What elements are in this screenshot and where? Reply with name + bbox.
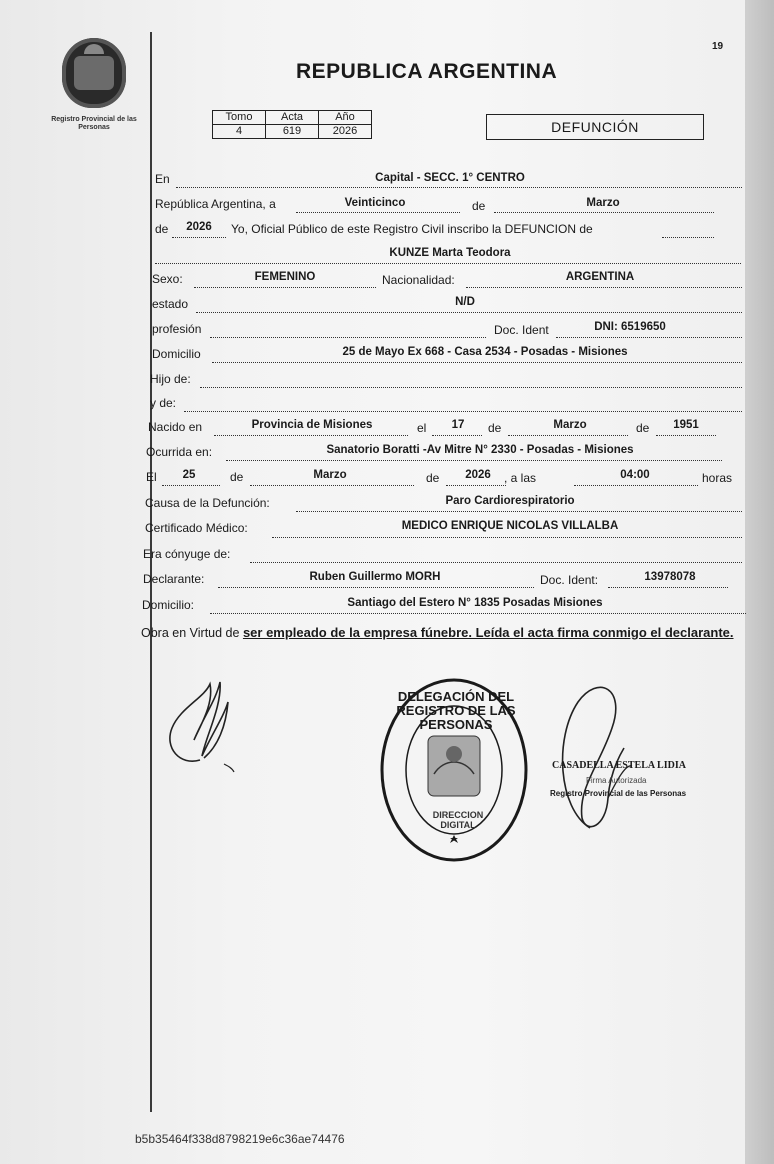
obra-text: ser empleado de la empresa fúnebre. Leída el acta firma conmigo el declarante.: [242, 625, 734, 640]
logo-caption: Registro Provincial de las Personas: [51, 116, 137, 131]
official-dotted-line: [662, 236, 714, 238]
year-prefix-label: de: [155, 222, 169, 236]
registry-tomo-value: 4: [213, 125, 266, 139]
en-label: En: [155, 172, 170, 186]
estado-value: N/D: [455, 296, 475, 308]
declarant-signature: [160, 676, 250, 776]
signatory-organization: Registro Provincial de las Personas: [550, 789, 687, 798]
nacido-anio-value: 1951: [673, 419, 699, 431]
horas-label: horas: [702, 471, 733, 485]
nacido-lugar-value: Provincia de Misiones: [251, 419, 373, 431]
domicilio-value: 25 de Mayo Ex 668 - Casa 2534 - Posadas - Misiones: [342, 346, 628, 358]
nacido-de2-label: de: [636, 421, 650, 435]
y-de-dotted-line: [184, 410, 742, 412]
conyuge-label: Era cónyuge de:: [143, 547, 231, 561]
registry-col-tomo: Tomo: [213, 111, 266, 125]
def-dia-dotted-line: [162, 484, 220, 486]
nacionalidad-dotted-line: [466, 286, 742, 288]
nacido-mes-dotted-line: [508, 434, 628, 436]
declarante-label: Declarante:: [143, 572, 205, 586]
nacido-el-label: el: [417, 421, 427, 435]
day-dotted-line: [296, 211, 460, 213]
ocurrida-label: Ocurrida en:: [146, 445, 213, 459]
estado-dotted-line: [196, 311, 742, 313]
declarante-doc-label: Doc. Ident:: [540, 573, 599, 587]
year-value: 2026: [186, 221, 212, 233]
registry-col-anio: Año: [319, 111, 372, 125]
nacido-dia-dotted-line: [432, 434, 482, 436]
page-number: 19: [712, 41, 724, 52]
causa-value: Paro Cardiorespiratorio: [445, 495, 575, 507]
hijo-de-dotted-line: [200, 386, 742, 388]
nacido-label: Nacido en: [148, 420, 203, 434]
domicilio-label: Domicilio: [152, 347, 201, 361]
certificado-value: MEDICO ENRIQUE NICOLAS VILLALBA: [401, 520, 619, 532]
def-dia-value: 25: [182, 469, 196, 481]
document-hash: b5b35464f338d8798219e6c36ae74476: [135, 1132, 345, 1146]
declarante-domicilio-value: Santiago del Estero N° 1835 Posadas Misiones: [347, 597, 603, 609]
month-dotted-line: [494, 211, 714, 213]
official-signature: [548, 678, 658, 838]
year-dotted-line: [172, 236, 226, 238]
official-statement: Yo, Oficial Público de este Registro Civil inscribo la DEFUNCION de: [231, 222, 593, 236]
sexo-dotted-line: [194, 286, 376, 288]
jurisdiction-value: Capital - SECC. 1° CENTRO: [375, 172, 525, 184]
nacido-anio-dotted-line: [656, 434, 716, 436]
logo-sun-shape: [84, 44, 104, 54]
signatory-name: CASADELLA ESTELA LIDIA: [552, 760, 686, 771]
republica-label: República Argentina, a: [155, 197, 276, 211]
seal-inner-text: DIRECCION DIGITAL: [432, 810, 484, 830]
registry-acta-value: 619: [266, 125, 319, 139]
logo-emblem-shape: [74, 56, 114, 90]
month-value: Marzo: [586, 197, 620, 209]
declarante-domicilio-dotted-line: [210, 612, 746, 614]
registry-table-header: [213, 111, 372, 125]
sexo-label: Sexo:: [152, 272, 183, 286]
registry-col-acta: Acta: [266, 111, 319, 125]
profesion-label: profesión: [152, 322, 202, 336]
causa-label: Causa de la Defunción:: [145, 496, 270, 510]
a-las-label: , a las: [504, 471, 537, 485]
def-de1-label: de: [230, 470, 244, 484]
def-de2-label: de: [426, 471, 440, 485]
nacionalidad-label: Nacionalidad:: [382, 273, 455, 287]
doc-dotted-line: [556, 336, 742, 338]
hijo-de-label: Hijo de:: [150, 372, 191, 386]
declarante-doc-value: 13978078: [644, 571, 696, 583]
def-anio-dotted-line: [446, 484, 506, 486]
page-edge: [745, 0, 774, 1164]
registry-table: [212, 110, 372, 139]
signatory-role: Firma Autorizada: [586, 776, 647, 785]
en-dotted-line: [176, 186, 742, 188]
seal-ring-text: DELEGACIÓN DEL REGISTRO DE LAS PERSONAS: [396, 689, 516, 732]
declarante-dotted-line: [218, 586, 534, 588]
nacido-de1-label: de: [488, 421, 502, 435]
name-dotted-line: [155, 262, 741, 264]
profesion-dotted-line: [210, 336, 486, 338]
def-anio-value: 2026: [465, 469, 491, 481]
def-mes-value: Marzo: [313, 469, 347, 481]
ocurrida-value: Sanatorio Boratti -Av Mitre N° 2330 - Posadas - Misiones: [326, 444, 634, 456]
sexo-value: FEMENINO: [254, 271, 316, 283]
declarante-domicilio-label: Domicilio:: [142, 598, 195, 612]
obra-prefix: Obra en Virtud de: [141, 626, 240, 640]
registry-table-values: [213, 125, 372, 139]
estado-label: estado: [152, 297, 189, 311]
declarante-value: Ruben Guillermo MORH: [309, 571, 441, 583]
causa-dotted-line: [296, 510, 742, 512]
registry-anio-value: 2026: [319, 125, 372, 139]
declarante-doc-dotted-line: [608, 586, 728, 588]
def-hora-value: 04:00: [620, 469, 650, 481]
certificado-label: Certificado Médico:: [145, 521, 248, 535]
domicilio-dotted-line: [212, 361, 742, 363]
ocurrida-dotted-line: [226, 459, 722, 461]
day-words-value: Veinticinco: [344, 197, 406, 209]
nacido-dia-value: 17: [451, 419, 465, 431]
conyuge-dotted-line: [250, 561, 742, 563]
certificado-dotted-line: [272, 536, 742, 538]
doc-ident-value: DNI: 6519650: [594, 321, 666, 333]
deceased-name: KUNZE Marta Teodora: [389, 247, 511, 259]
nacionalidad-value: ARGENTINA: [565, 271, 635, 283]
def-hora-dotted-line: [574, 484, 698, 486]
doc-ident-label: Doc. Ident: [494, 323, 549, 337]
el-label: El: [146, 470, 157, 484]
nacido-mes-value: Marzo: [553, 419, 587, 431]
nacido-lugar-dotted-line: [214, 434, 408, 436]
closing-statement: [141, 624, 753, 642]
y-de-label: y de:: [150, 396, 177, 410]
document-title: REPUBLICA ARGENTINA: [296, 60, 558, 83]
certificate-type-box: DEFUNCIÓN: [486, 114, 704, 140]
def-mes-dotted-line: [250, 484, 414, 486]
de-label: de: [472, 199, 486, 213]
registry-logo: [62, 38, 126, 108]
